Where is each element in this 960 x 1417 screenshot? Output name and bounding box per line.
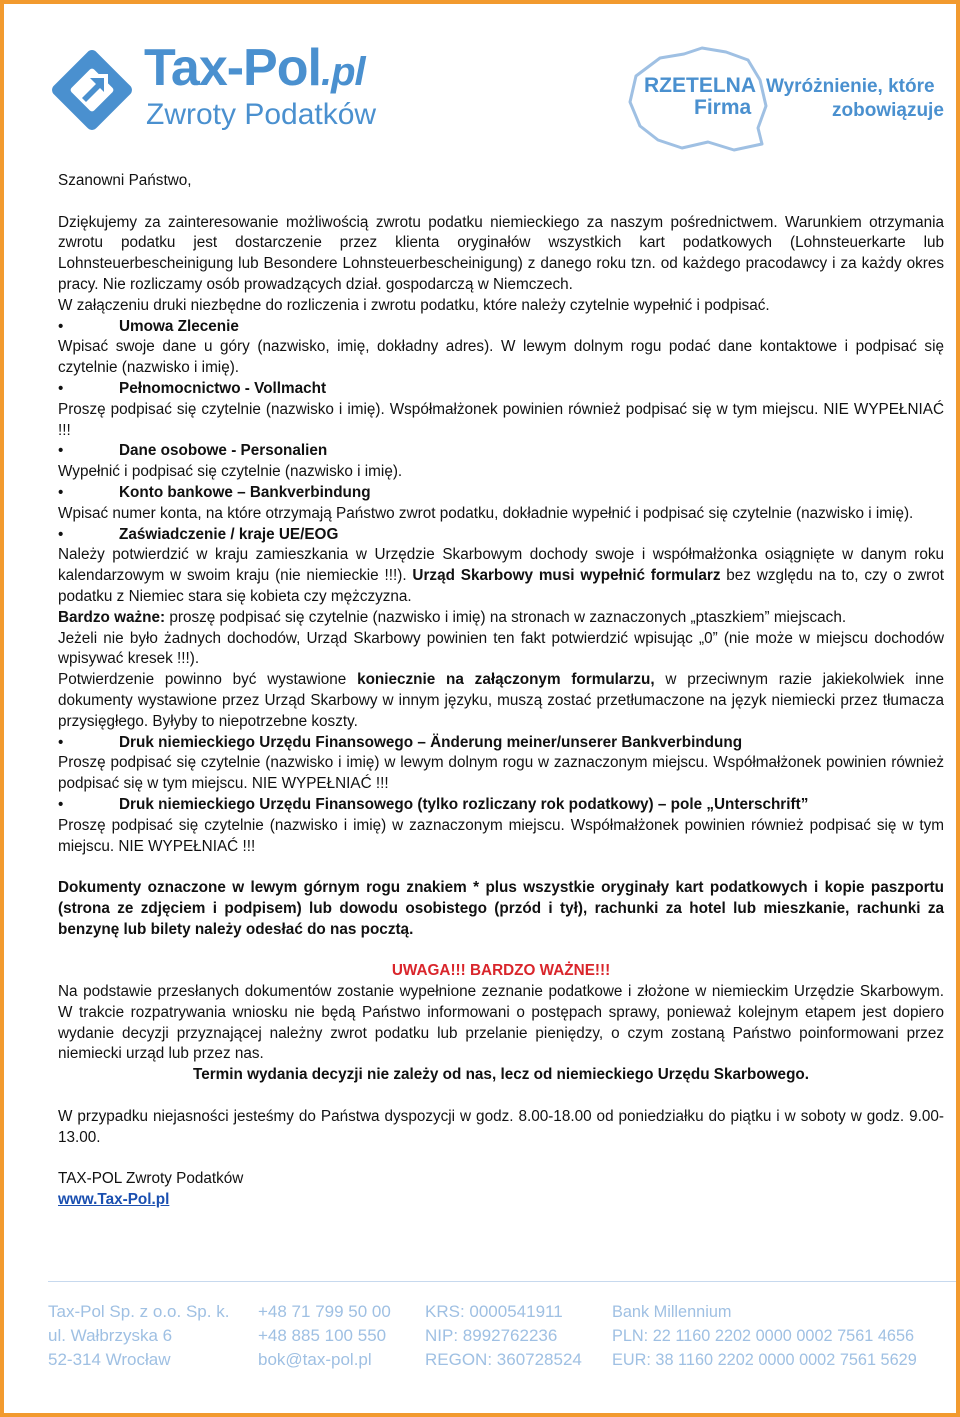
letter-page (4, 4, 956, 1413)
footer-divider (48, 1281, 956, 1282)
list-item-heading: • Umowa Zlecenie (58, 317, 944, 338)
list-item-text: Wypełnić i podpisać się czytelnie (nazwisko i imię). (58, 463, 403, 481)
signature: TAX-POL Zwroty Podatków (58, 1170, 244, 1188)
list-item-text: Wpisać numer konta, na które otrzymają Państwo zwrot podatku, dokładnie wypełnić i podpisać się czytelnie (nazwisko i imię). (58, 504, 914, 522)
footer-email[interactable]: bok@tax-pol.pl (258, 1350, 372, 1369)
list-item-text: Wpisać swoje dane u góry (nazwisko, imię, dokładny adres). W lewym dolnym rogu podać dane kontaktowe i podpisać się czytelnie (nazwisko i imię). (58, 338, 944, 377)
contact-paragraph: W przypadku niejasności jesteśmy do Państwa dyspozycji w godz. 8.00-18.00 od poniedziałku do piątku i w soboty w godz. 9.00-13.00. (58, 1107, 944, 1146)
website-link[interactable]: www.Tax-Pol.pl (58, 1191, 170, 1209)
greeting: Szanowni Państwo, (58, 172, 192, 189)
bullet-icon: • (58, 733, 64, 751)
badge-line-1: RZETELNA (644, 74, 756, 97)
list-item-heading: • Konto bankowe – Bankverbindung (58, 483, 944, 504)
list-item-text: Proszę podpisać się czytelnie (nazwisko i imię). Współmałżonek powinien również podpisać się w tym miejscu. NIE WYPEŁNIAĆ !!! (58, 400, 944, 439)
footer-contact: +48 71 799 50 00 +48 885 100 550 bok@tax-pol.pl (258, 1300, 391, 1372)
confirmation-paragraph: Potwierdzenie powinno być wystawione koniecznie na załączonym formularzu, w przeciwnym razie jakiekolwiek inne dokumenty wystawione przez Urząd Skarbowy w innym języku, muszą zostać przetłumaczone na język niemiecki przez tłumacza przysięgłego. Byłyby to niepotrzebne koszty. (58, 671, 944, 730)
bullet-icon: • (58, 483, 64, 501)
decision-note: Termin wydania decyzji nie zależy od nas, lecz od niemieckiego Urzędu Skarbowego. (192, 1066, 810, 1084)
warning-heading: UWAGA!!! BARDZO WAŻNE!!! (391, 962, 611, 980)
footer-registry: KRS: 0000541911 NIP: 8992762236 REGON: 360728524 (425, 1302, 582, 1369)
bullet-icon: • (58, 317, 64, 335)
slogan-line-2: zobowiązuje (832, 100, 944, 121)
list-item-heading: • Druk niemieckiego Urzędu Finansowego (tylko rozliczany rok podatkowy) – pole „Unterschrift” (58, 795, 944, 816)
letterhead (4, 4, 956, 154)
tax-pol-logo-icon (46, 44, 138, 136)
slogan-line-1: Wyróżnienie, które (766, 76, 935, 97)
brand-subtitle: Zwroty Podatków (146, 98, 377, 131)
documents-paragraph: Dokumenty oznaczone w lewym górnym rogu znakiem * plus wszystkie oryginały kart podatkowych i kopie paszportu (strona ze zdjęciem i podpisem) lub dowodu osobistego (przód i tył), rachunki za hotel lub mieszkanie, rachunki za benzynę lub bilety należy odesłać do nas pocztą. (58, 879, 944, 938)
footer-bank: Bank Millennium PLN: 22 1160 2202 0000 0002 7561 4656 EUR: 38 1160 2202 0000 0002 7561 5629 (612, 1303, 917, 1369)
brand-tld: .pl (320, 50, 365, 94)
attachment-paragraph: W załączeniu druki niezbędne do rozliczenia i zwrotu podatku, które należy czytelnie wypełnić i podpisać. (58, 296, 770, 314)
intro-paragraph: Dziękujemy za zainteresowanie możliwością zwrotu podatku niemieckiego za naszym pośrednictwem. Warunkiem otrzymania zwrotu podatku jest dostarczenie przez klienta oryginałów wszystkich kart podatkowych (Lohnsteuerkarte lub Lohnsteuerbescheinigung lub Besondere Lohnsteuerbescheinigung) z danego roku tzn. od każdego pracodawcy i za każdy okres pracy. Nie rozliczamy osób prowadzących dział. gospodarczą w Niemczech. (58, 213, 944, 293)
warning-paragraph: Na podstawie przesłanych dokumentów zostanie wypełnione zeznanie podatkowe i złożone w niemieckim Urzędzie Skarbowym. W trakcie rozpatrywania wniosku nie będą Państwo informowani o postępach sprawy, ponieważ kolejnym etapem jest dopiero wydanie decyzji przyznającej należny zwrot podatku lub przelanie pieniędzy, o czym zostaną Państwo poinformowani przez niemiecki urząd lub przez nas. (58, 983, 944, 1063)
bullet-icon: • (58, 442, 64, 460)
brand-name: Tax-Pol.pl (144, 39, 365, 97)
bullet-icon: • (58, 379, 64, 397)
list-item-heading: • Zaświadczenie / kraje UE/EOG (58, 525, 944, 546)
footer-company: Tax-Pol Sp. z o.o. Sp. k. ul. Wałbrzyska 6 52-314 Wrocław (48, 1302, 230, 1369)
list-item-text: Proszę podpisać się czytelnie (nazwisko i imię) w zaznaczonym miejscu. Współmałżonek powinien również podpisać się w tym miejscu. NIE WYPEŁNIAĆ !!! (58, 816, 944, 855)
bullet-icon: • (58, 525, 64, 543)
eu-paragraph: Należy potwierdzić w kraju zamieszkania w Urzędzie Skarbowym dochody swoje i współmałżonka osiągnięte w danym roku kalendarzowym w swoim kraju (nie niemieckie !!!). Urząd Skarbowy musi wypełnić formularz bez względu na to, czy o zwrot podatku z Niemiec stara się kobieta czy mężczyzna. (58, 546, 945, 605)
list-item-heading: • Druk niemieckiego Urzędu Finansowego – Änderung meiner/unserer Bankverbindung (58, 733, 944, 754)
important-paragraph: Bardzo ważne: proszę podpisać się czytelnie (nazwisko i imię) na stronach w zaznaczonych „ptaszkiem” miejscach. (58, 608, 847, 626)
letter-body (58, 171, 944, 1211)
list-item-text: Proszę podpisać się czytelnie (nazwisko i imię) w lewym dolnym rogu w zaznaczonym miejscu. Współmałżonek powinien również podpisać się w tym miejscu. NIE WYPEŁNIAĆ !!! (58, 754, 944, 793)
bullet-icon: • (58, 795, 64, 813)
list-item-heading: • Dane osobowe - Personalien (58, 441, 944, 462)
list-item-heading: • Pełnomocnictwo - Vollmacht (58, 379, 944, 400)
badge-line-2: Firma (694, 96, 752, 119)
zero-income-paragraph: Jeżeli nie było żadnych dochodów, Urząd Skarbowy powinien ten fakt potwierdzić wpisując „0” (nie może w miejscu dochodów wpisywać kresek !!!). (58, 629, 944, 668)
